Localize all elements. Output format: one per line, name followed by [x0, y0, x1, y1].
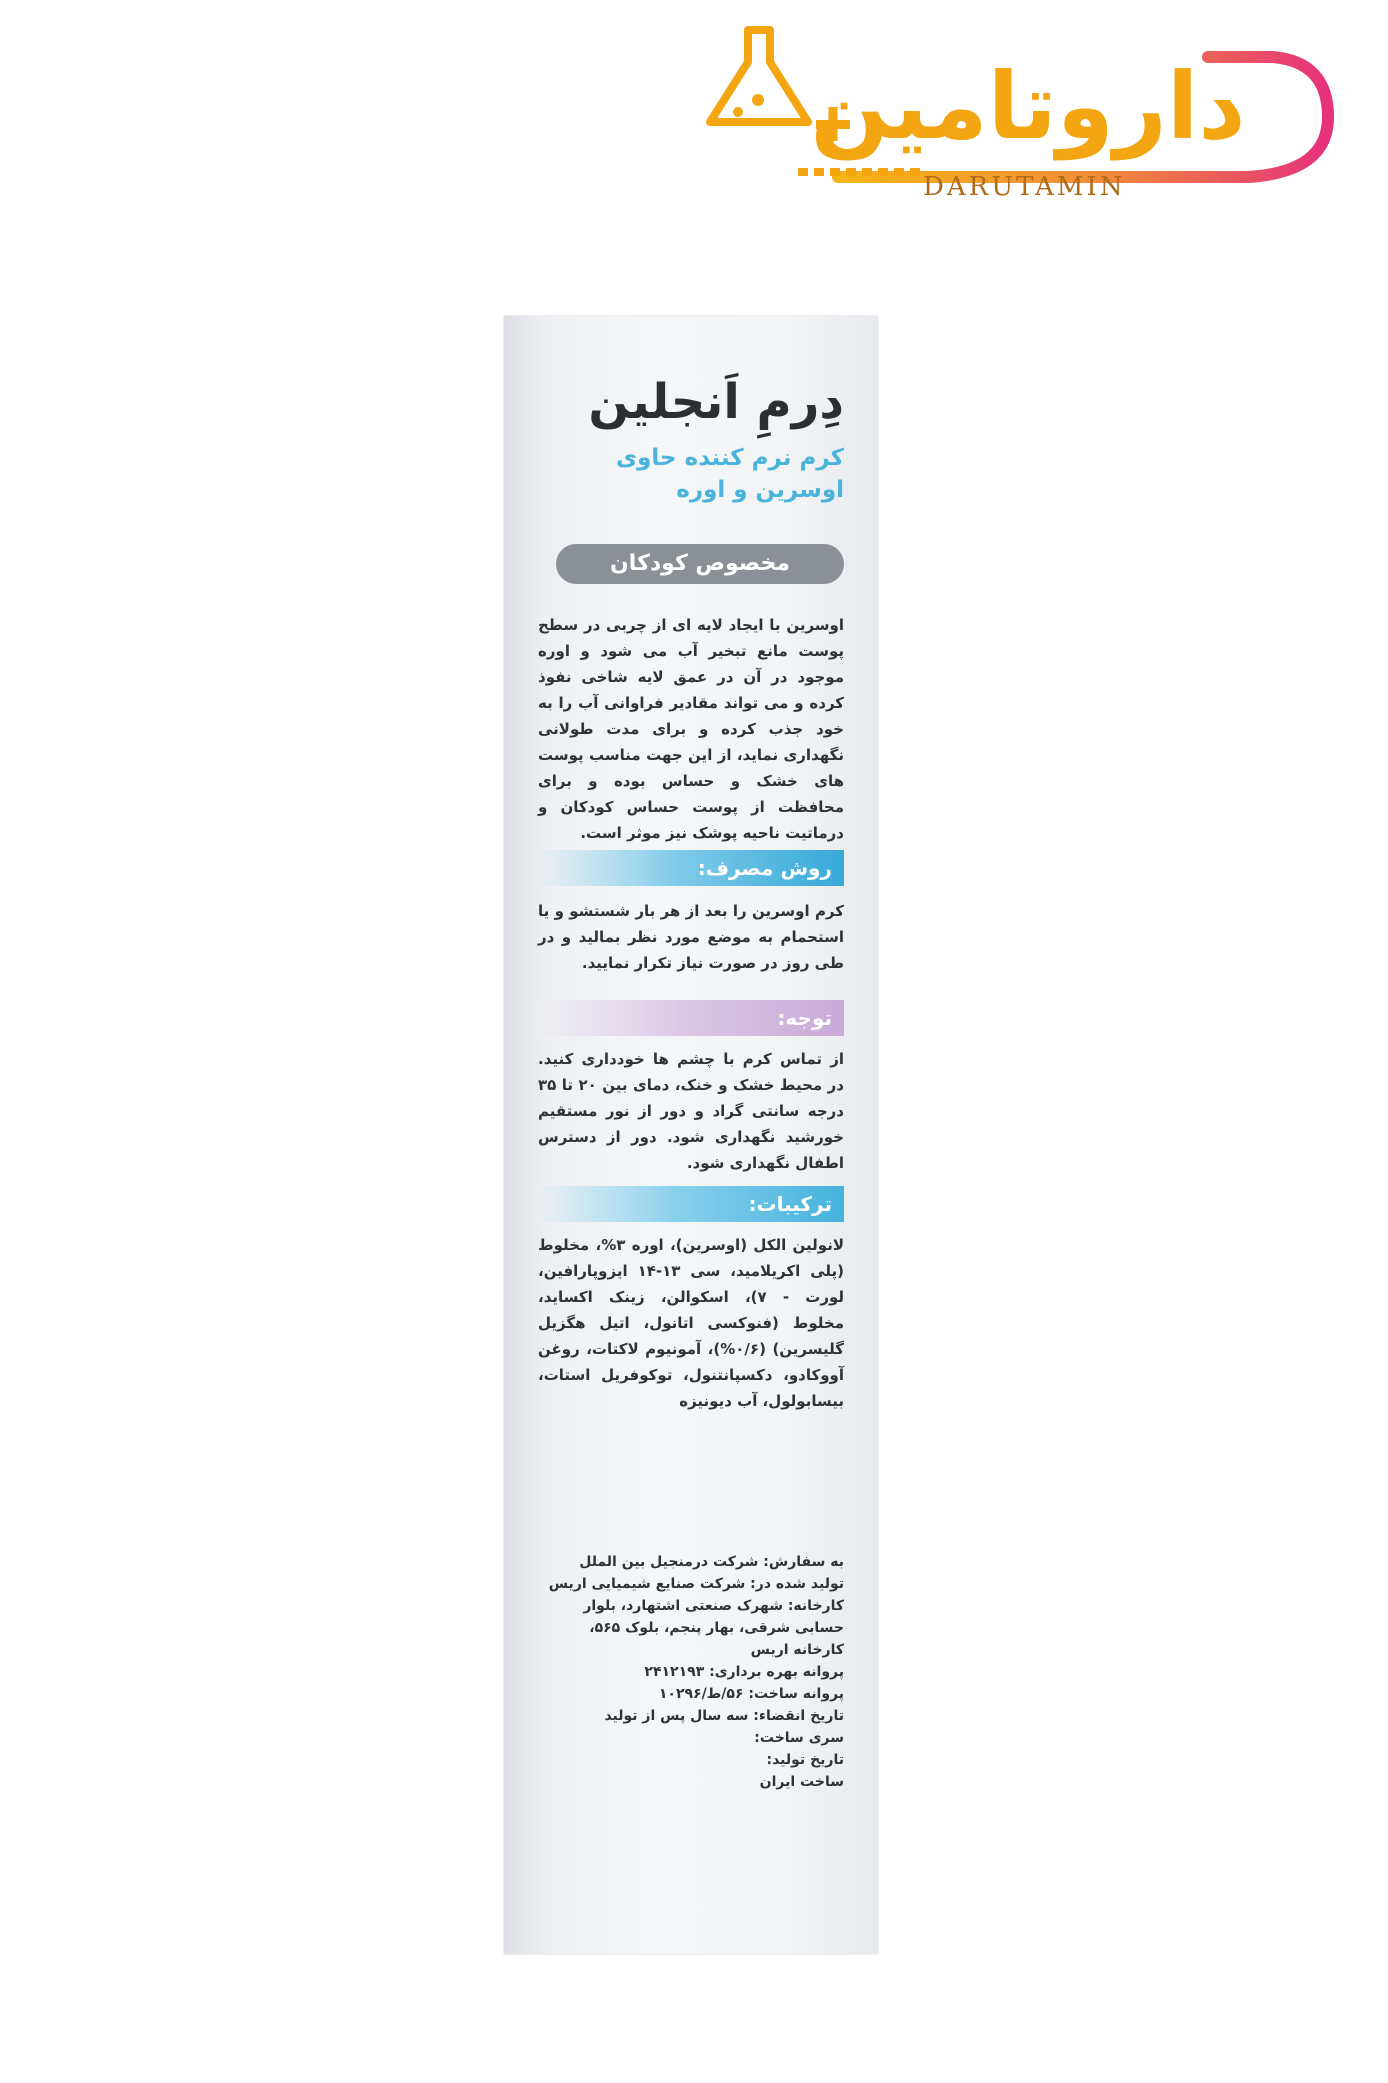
- subtitle-line: اوسرین و اوره: [676, 477, 844, 503]
- manufacturer-info: [538, 1551, 844, 1793]
- ingredients-title: ترکیبات:: [538, 1186, 844, 1222]
- maker-line: تاریخ تولید:: [766, 1752, 844, 1768]
- maker-line: تاریخ انقضاء: سه سال پس از تولید: [604, 1708, 844, 1724]
- maker-line: پروانه بهره برداری: ۲۴۱۲۱۹۳: [644, 1664, 844, 1680]
- maker-line: کارخانه: شهرک صنعتی اشتهارد، بلوار: [583, 1598, 844, 1614]
- logo-english-text: DARUTAMIN: [923, 172, 1126, 202]
- description-text: اوسرین با ایجاد لایه ای از چربی در سطح پوست مانع تبخیر آب می شود و اوره موجود در آن در عمق لایه شاخی نفوذ کرده و می تواند مقادیر فراوانی آب را به خود جذب کرده و برای مدت طولانی نگهداری نماید، از این جهت مناسب پوست های خشک و حساس بوده و برای محافظت از پوست حساس کودکان و درماتیت ناحیه پوشک نیز موثر است.: [538, 616, 844, 842]
- note-title: توجه:: [538, 1000, 844, 1036]
- maker-line: پروانه ساخت: ۵۶/ط/۱۰۲۹۶: [658, 1686, 844, 1702]
- kids-badge: مخصوص کودکان: [556, 544, 844, 584]
- ingredients-text: لانولین الکل (اوسرین)، اوره ۳%، مخلوط (پلی اکریلامید، سی ۱۳-۱۴ ایزوپارافین، لورت - ۷)، اسکوالن، زینک اکساید، مخلوط (فنوکسی اتانول، اتیل هگزیل گلیسرین) (۰/۶%)، آمونیوم لاکتات، روغن آووکادو، دکسپانتنول، توکوفریل استات، بیسابولول، آب دیونیزه: [538, 1236, 845, 1410]
- product-box-side: [504, 316, 878, 1954]
- maker-line: به سفارش: شرکت درمنجیل بین الملل: [579, 1554, 844, 1570]
- maker-line: سری ساخت:: [754, 1730, 844, 1746]
- product-subtitle: [544, 442, 844, 506]
- maker-line: تولید شده در: شرکت صنایع شیمیایی اریس: [548, 1576, 844, 1592]
- logo-persian-text: داروتامین: [810, 53, 1246, 160]
- usage-text: کرم اوسرین را بعد از هر بار شستشو و یا استحمام به موضع مورد نظر بمالید و در طی روز در صورت نیاز تکرار نمایید.: [538, 902, 844, 972]
- maker-line: کارخانه اریس: [750, 1642, 844, 1658]
- note-text: از تماس کرم با چشم ها خودداری کنید. در محیط خشک و خنک، دمای بین ۲۰ تا ۳۵ درجه سانتی گراد و دور از نور مستقیم خورشید نگهداری شود. دور از دسترس اطفال نگهداری شود.: [538, 1050, 844, 1172]
- darutamin-logo: [688, 22, 1348, 212]
- maker-line: ساخت ایران: [759, 1774, 844, 1790]
- maker-line: حسابی شرقی، بهار پنجم، بلوک ۵۶۵،: [589, 1620, 844, 1636]
- usage-title: روش مصرف:: [538, 850, 844, 886]
- brand-name: دِرمِ اَنجلین: [588, 374, 844, 430]
- subtitle-line: کرم نرم کننده حاوی: [616, 445, 844, 471]
